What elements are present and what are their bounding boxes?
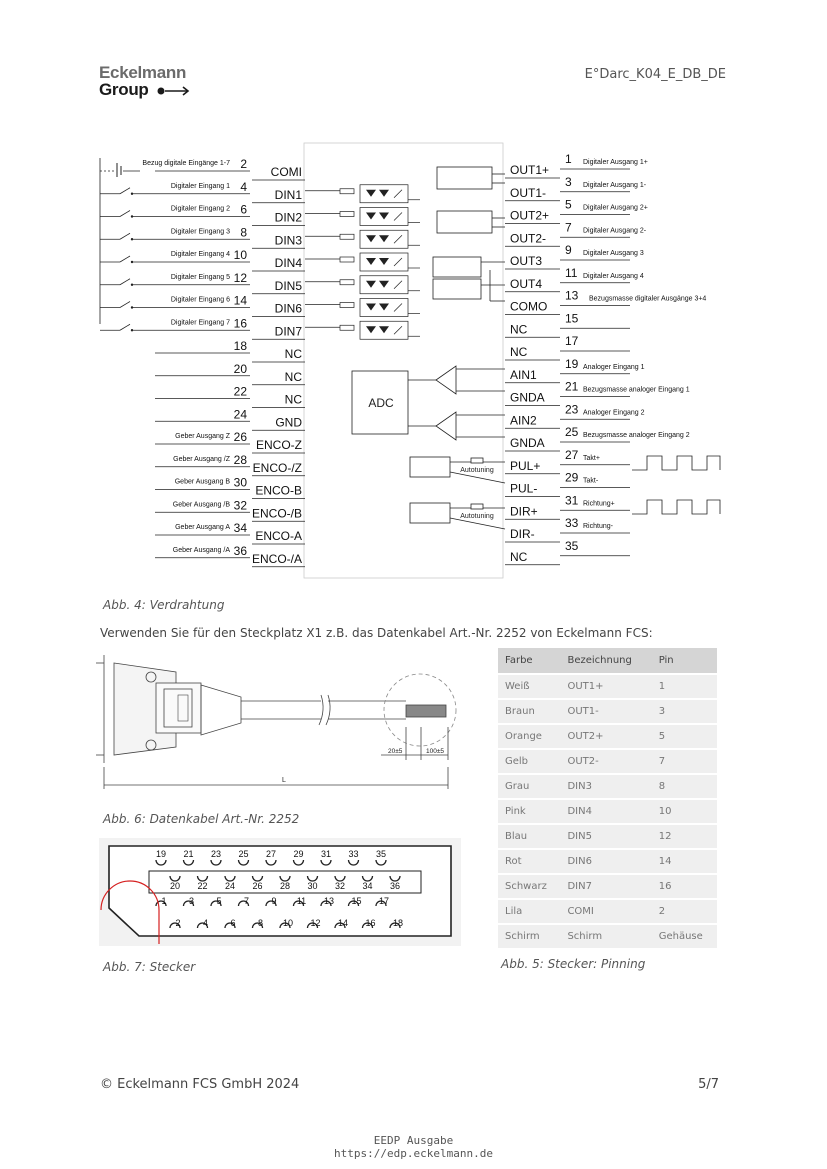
- left-signal-15: ENCO-B: [255, 483, 302, 498]
- left-pin-num-12: 12: [233, 270, 247, 285]
- right-pin-desc: Bezugsmasse analoger Eingang 1: [583, 386, 690, 394]
- table-cell: COMI: [560, 899, 651, 924]
- left-pin-num-10: 10: [233, 248, 247, 262]
- left-pin-desc: Bezug digitale Eingänge 1-7: [142, 160, 230, 167]
- right-pin-num-35: 35: [565, 538, 579, 553]
- table-row: [498, 824, 717, 849]
- connector-pin-label-31: 31: [320, 849, 332, 859]
- right-pin-desc: Digitaler Ausgang 1-: [583, 181, 647, 189]
- connector-pin-label-4: 4: [202, 918, 209, 928]
- right-pin-desc: Richtung-: [583, 523, 613, 530]
- right-pin-num-15: 15: [565, 311, 579, 326]
- right-pin-num-33: 33: [565, 516, 579, 530]
- cable-dim-l: L: [282, 777, 286, 784]
- input-resistor: [340, 234, 354, 239]
- right-pin-desc: Digitaler Ausgang 1+: [583, 159, 648, 166]
- right-signal-2: OUT1-: [510, 185, 546, 200]
- left-pin-num-4: 4: [240, 179, 247, 194]
- table-cell: 10: [652, 799, 717, 824]
- caption-fig5: Abb. 5: Stecker: Pinning: [501, 957, 646, 971]
- connector-pin-label-20: 20: [169, 881, 181, 891]
- table-cell: Schirm: [498, 924, 560, 948]
- table-cell: Gelb: [498, 749, 560, 774]
- right-pin-desc: Digitaler Ausgang 3: [583, 250, 644, 257]
- table-cell: Grau: [498, 774, 560, 799]
- left-pin-desc: Geber Ausgang /Z: [173, 455, 230, 463]
- connector-pin-label-11: 11: [296, 896, 307, 906]
- switch-contact: [120, 324, 130, 330]
- switch-terminal: [131, 284, 133, 286]
- connector-pin-label-23: 23: [210, 849, 222, 859]
- left-signal-6: DIN5: [274, 278, 302, 293]
- right-pin-num-17: 17: [565, 334, 579, 348]
- right-pin-num-25: 25: [565, 425, 579, 439]
- connector-pin-label-18: 18: [392, 918, 404, 928]
- right-signal-8: NC: [510, 322, 528, 337]
- table-cell: 2: [652, 899, 717, 924]
- table-cell: DIN3: [560, 774, 651, 799]
- table-cell: Schwarz: [498, 874, 560, 899]
- left-signal-7: DIN6: [274, 301, 302, 316]
- table-cell: OUT1+: [560, 674, 651, 699]
- switch-contact: [120, 279, 130, 285]
- left-signal-14: ENCO-/Z: [252, 460, 302, 475]
- left-signal-11: NC: [284, 392, 302, 407]
- left-pin-num-30: 30: [233, 475, 247, 490]
- connector-pin-label-22: 22: [197, 881, 208, 891]
- cable-dim-1: 20±5: [388, 748, 403, 755]
- left-signal-16: ENCO-/B: [251, 506, 302, 521]
- switch-contact: [120, 188, 130, 194]
- table-cell: Gehäuse: [652, 924, 717, 948]
- right-pin-desc: Bezugsmasse analoger Eingang 2: [583, 432, 690, 439]
- table-row: [498, 699, 717, 724]
- right-pin-num-3: 3: [565, 174, 572, 189]
- right-signal-3: OUT2+: [510, 208, 550, 223]
- left-pin-num-24: 24: [233, 407, 247, 422]
- right-signal-5: OUT3: [510, 254, 543, 268]
- table-cell: 8: [652, 774, 717, 799]
- input-resistor: [340, 280, 354, 285]
- right-signal-15: PUL-: [510, 481, 538, 496]
- right-pin-desc: Analoger Eingang 1: [583, 363, 645, 371]
- cable-dim-2: 100±5: [426, 748, 445, 755]
- left-signal-8: DIN7: [274, 324, 302, 339]
- connector-pin-label-3: 3: [188, 896, 195, 906]
- footer-copyright: © Eckelmann FCS GmbH 2024: [100, 1077, 300, 1092]
- right-signal-7: COMO: [510, 299, 548, 314]
- body-text: Verwenden Sie für den Steckplatz X1 z.B. das Datenkabel Art.-Nr. 2252 von Eckelmann FCS:: [100, 626, 653, 640]
- left-signal-17: ENCO-A: [255, 529, 302, 543]
- table-cell: 16: [652, 874, 717, 899]
- left-pin-desc: Digitaler Eingang 5: [170, 273, 230, 281]
- table-row: [498, 799, 717, 824]
- table-row: [498, 724, 717, 749]
- connector-pin-label-8: 8: [257, 918, 264, 928]
- table-cell: 5: [652, 724, 717, 749]
- connector-pin-label-29: 29: [293, 849, 304, 859]
- right-pin-desc: Digitaler Ausgang 2+: [583, 204, 648, 212]
- document-id: E°Darc_K04_E_DB_DE: [584, 67, 726, 82]
- right-pin-desc: Digitaler Ausgang 4: [583, 272, 644, 280]
- right-signal-11: GNDA: [510, 390, 545, 405]
- autotuning-label-2: Autotuning: [460, 513, 494, 520]
- left-pin-num-32: 32: [233, 498, 247, 513]
- right-signal-12: AIN2: [510, 413, 537, 428]
- switch-terminal: [131, 306, 133, 308]
- switch-contact: [120, 211, 130, 217]
- table-row: [498, 749, 717, 774]
- connector-pin-label-28: 28: [279, 881, 291, 891]
- right-pin-num-9: 9: [565, 243, 572, 257]
- left-signal-13: ENCO-Z: [256, 438, 302, 452]
- table-cell: DIN5: [560, 824, 651, 849]
- connector-pin-label-30: 30: [307, 881, 318, 891]
- connector-pin-label-7: 7: [243, 896, 250, 906]
- table-cell: DIN4: [560, 799, 651, 824]
- connector-pin-label-17: 17: [378, 896, 390, 906]
- right-signal-17: DIR-: [510, 527, 535, 541]
- switch-contact: [120, 233, 130, 239]
- input-resistor: [340, 212, 354, 217]
- page-number: 5/7: [698, 1077, 719, 1092]
- right-signal-13: GNDA: [510, 436, 545, 450]
- left-signal-12: GND: [275, 415, 302, 430]
- pin-table: [498, 648, 717, 948]
- left-pin-desc: Digitaler Eingang 4: [170, 251, 230, 258]
- connector-pin-label-35: 35: [375, 849, 387, 859]
- table-cell: 3: [652, 699, 717, 724]
- right-pin-num-13: 13: [565, 288, 579, 303]
- connector-pin-label-5: 5: [216, 896, 222, 906]
- switch-terminal: [131, 329, 133, 331]
- table-cell: Weiß: [498, 674, 560, 699]
- right-pin-num-27: 27: [565, 447, 579, 462]
- left-pin-num-6: 6: [240, 202, 247, 217]
- table-row: [498, 774, 717, 799]
- left-signal-4: DIN3: [274, 233, 302, 248]
- left-pin-num-8: 8: [240, 225, 247, 240]
- left-pin-desc: Geber Ausgang /B: [172, 501, 230, 509]
- table-cell: 12: [652, 824, 717, 849]
- right-pin-desc: Takt+: [583, 454, 600, 462]
- connector-pin-label-21: 21: [183, 849, 194, 859]
- right-pin-num-21: 21: [565, 379, 579, 394]
- input-resistor: [340, 257, 354, 262]
- right-pin-num-11: 11: [565, 265, 578, 280]
- right-signal-6: OUT4: [510, 276, 543, 291]
- connector-pin-label-36: 36: [389, 881, 401, 891]
- connector-pin-label-6: 6: [230, 918, 236, 928]
- table-cell: OUT2+: [560, 724, 651, 749]
- left-pin-num-14: 14: [233, 293, 247, 308]
- left-pin-num-16: 16: [233, 316, 247, 331]
- adc-label: ADC: [368, 396, 394, 410]
- right-pin-num-29: 29: [565, 470, 579, 485]
- connector-pin-label-16: 16: [365, 918, 376, 928]
- table-cell: DIN6: [560, 849, 651, 874]
- right-signal-4: OUT2-: [510, 231, 546, 246]
- left-pin-desc: Digitaler Eingang 7: [170, 319, 230, 327]
- connector-pin-label-9: 9: [271, 896, 277, 906]
- left-pin-num-22: 22: [233, 384, 247, 399]
- left-signal-10: NC: [284, 369, 302, 384]
- connector-pin-label-14: 14: [337, 918, 349, 928]
- table-cell: Rot: [498, 849, 560, 874]
- table-cell: 14: [652, 849, 717, 874]
- right-signal-10: AIN1: [510, 367, 537, 382]
- left-pin-desc: Geber Ausgang /A: [172, 546, 230, 554]
- connector-pin-label-24: 24: [224, 881, 236, 891]
- table-row: [498, 849, 717, 874]
- left-signal-5: DIN4: [274, 256, 302, 270]
- table-cell: OUT2-: [560, 749, 651, 774]
- table-cell: 1: [652, 674, 717, 699]
- logo-eckelmann: Eckelmann: [99, 63, 187, 82]
- input-resistor: [340, 303, 354, 308]
- table-row: [498, 674, 717, 699]
- switch-terminal: [131, 261, 133, 263]
- left-pin-num-20: 20: [233, 361, 247, 376]
- pin-table-header-cell: Farbe: [498, 648, 560, 674]
- table-cell: Lila: [498, 899, 560, 924]
- pin-table-header-cell: Bezeichnung: [560, 648, 651, 674]
- connector-pin-label-15: 15: [351, 896, 362, 906]
- connector-pin-label-27: 27: [265, 849, 277, 859]
- table-cell: Braun: [498, 699, 560, 724]
- switch-terminal: [131, 215, 133, 217]
- connector-pin-label-34: 34: [362, 881, 373, 891]
- autotuning-label-1: Autotuning: [460, 467, 494, 474]
- switch-contact: [120, 302, 130, 308]
- connector-pin-label-32: 32: [334, 881, 346, 891]
- caption-fig4: Abb. 4: Verdrahtung: [103, 598, 225, 612]
- right-signal-1: OUT1+: [510, 163, 550, 177]
- right-pin-desc: Digitaler Ausgang 2-: [583, 227, 647, 235]
- right-pin-desc: Analoger Eingang 2: [583, 409, 645, 417]
- left-pin-num-2: 2: [240, 157, 247, 171]
- caption-fig6: Abb. 6: Datenkabel Art.-Nr. 2252: [103, 812, 300, 826]
- left-pin-num-18: 18: [233, 339, 247, 353]
- input-resistor: [340, 325, 354, 330]
- right-pin-num-31: 31: [565, 493, 579, 508]
- left-signal-2: DIN1: [274, 187, 302, 202]
- right-pin-num-5: 5: [565, 197, 572, 212]
- table-cell: Schirm: [560, 924, 651, 948]
- right-pin-num-19: 19: [565, 356, 579, 371]
- table-cell: Blau: [498, 824, 560, 849]
- switch-contact: [120, 256, 130, 262]
- caption-fig7: Abb. 7: Stecker: [103, 960, 196, 974]
- cable-drawing: [96, 655, 471, 790]
- table-cell: 7: [652, 749, 717, 774]
- left-signal-9: NC: [284, 347, 302, 361]
- connector-pin-label-2: 2: [175, 918, 181, 928]
- left-pin-num-34: 34: [233, 521, 247, 535]
- input-resistor: [340, 189, 354, 194]
- left-pin-desc: Geber Ausgang Z: [175, 433, 230, 440]
- connector-pin-label-13: 13: [323, 896, 335, 906]
- connector-pin-label-12: 12: [310, 918, 321, 928]
- eedp-url[interactable]: https://edp.eckelmann.de: [334, 1147, 493, 1160]
- right-signal-9: NC: [510, 345, 528, 359]
- eedp-label: EEDP Ausgabe: [373, 1134, 454, 1147]
- table-row: [498, 924, 717, 948]
- switch-terminal: [131, 193, 133, 195]
- table-cell: DIN7: [560, 874, 651, 899]
- right-pin-num-23: 23: [565, 402, 579, 417]
- connector-pin-label-25: 25: [238, 849, 249, 859]
- left-signal-18: ENCO-/A: [251, 551, 302, 566]
- switch-terminal: [131, 238, 133, 240]
- right-pin-desc: Bezugsmasse digitaler Ausgänge 3+4: [589, 295, 707, 303]
- connector-drawing: [99, 838, 461, 946]
- connector-pin-label-1: 1: [161, 896, 167, 906]
- connector-pin-label-33: 33: [348, 849, 359, 859]
- connector-pin-label-10: 10: [282, 918, 294, 928]
- right-signal-16: DIR+: [510, 504, 538, 519]
- table-cell: Orange: [498, 724, 560, 749]
- left-pin-desc: Digitaler Eingang 6: [170, 296, 230, 304]
- right-pin-desc: Takt-: [583, 477, 599, 485]
- right-signal-14: PUL+: [510, 458, 541, 473]
- table-cell: Pink: [498, 799, 560, 824]
- left-signal-3: DIN2: [274, 210, 302, 225]
- table-row: [498, 874, 717, 899]
- right-pin-num-1: 1: [565, 152, 572, 166]
- left-signal-1: COMI: [270, 165, 302, 179]
- left-pin-num-36: 36: [233, 543, 247, 558]
- right-signal-18: NC: [510, 549, 528, 564]
- left-pin-desc: Digitaler Eingang 3: [170, 228, 230, 236]
- left-pin-desc: Geber Ausgang B: [174, 478, 230, 486]
- right-pin-desc: Richtung+: [583, 500, 615, 508]
- table-cell: OUT1-: [560, 699, 651, 724]
- right-pin-num-7: 7: [565, 220, 572, 235]
- connector-pin-label-19: 19: [155, 849, 167, 859]
- left-pin-desc: Geber Ausgang A: [175, 524, 230, 531]
- pin-table-header: [498, 648, 717, 674]
- left-pin-desc: Digitaler Eingang 1: [170, 182, 230, 190]
- table-row: [498, 899, 717, 924]
- connector-pin-label-26: 26: [252, 881, 263, 891]
- logo-group: Group: [99, 80, 191, 100]
- left-pin-num-28: 28: [233, 452, 247, 467]
- pin-table-header-cell: Pin: [652, 648, 717, 674]
- left-pin-num-26: 26: [233, 430, 247, 444]
- left-pin-desc: Digitaler Eingang 2: [170, 205, 230, 213]
